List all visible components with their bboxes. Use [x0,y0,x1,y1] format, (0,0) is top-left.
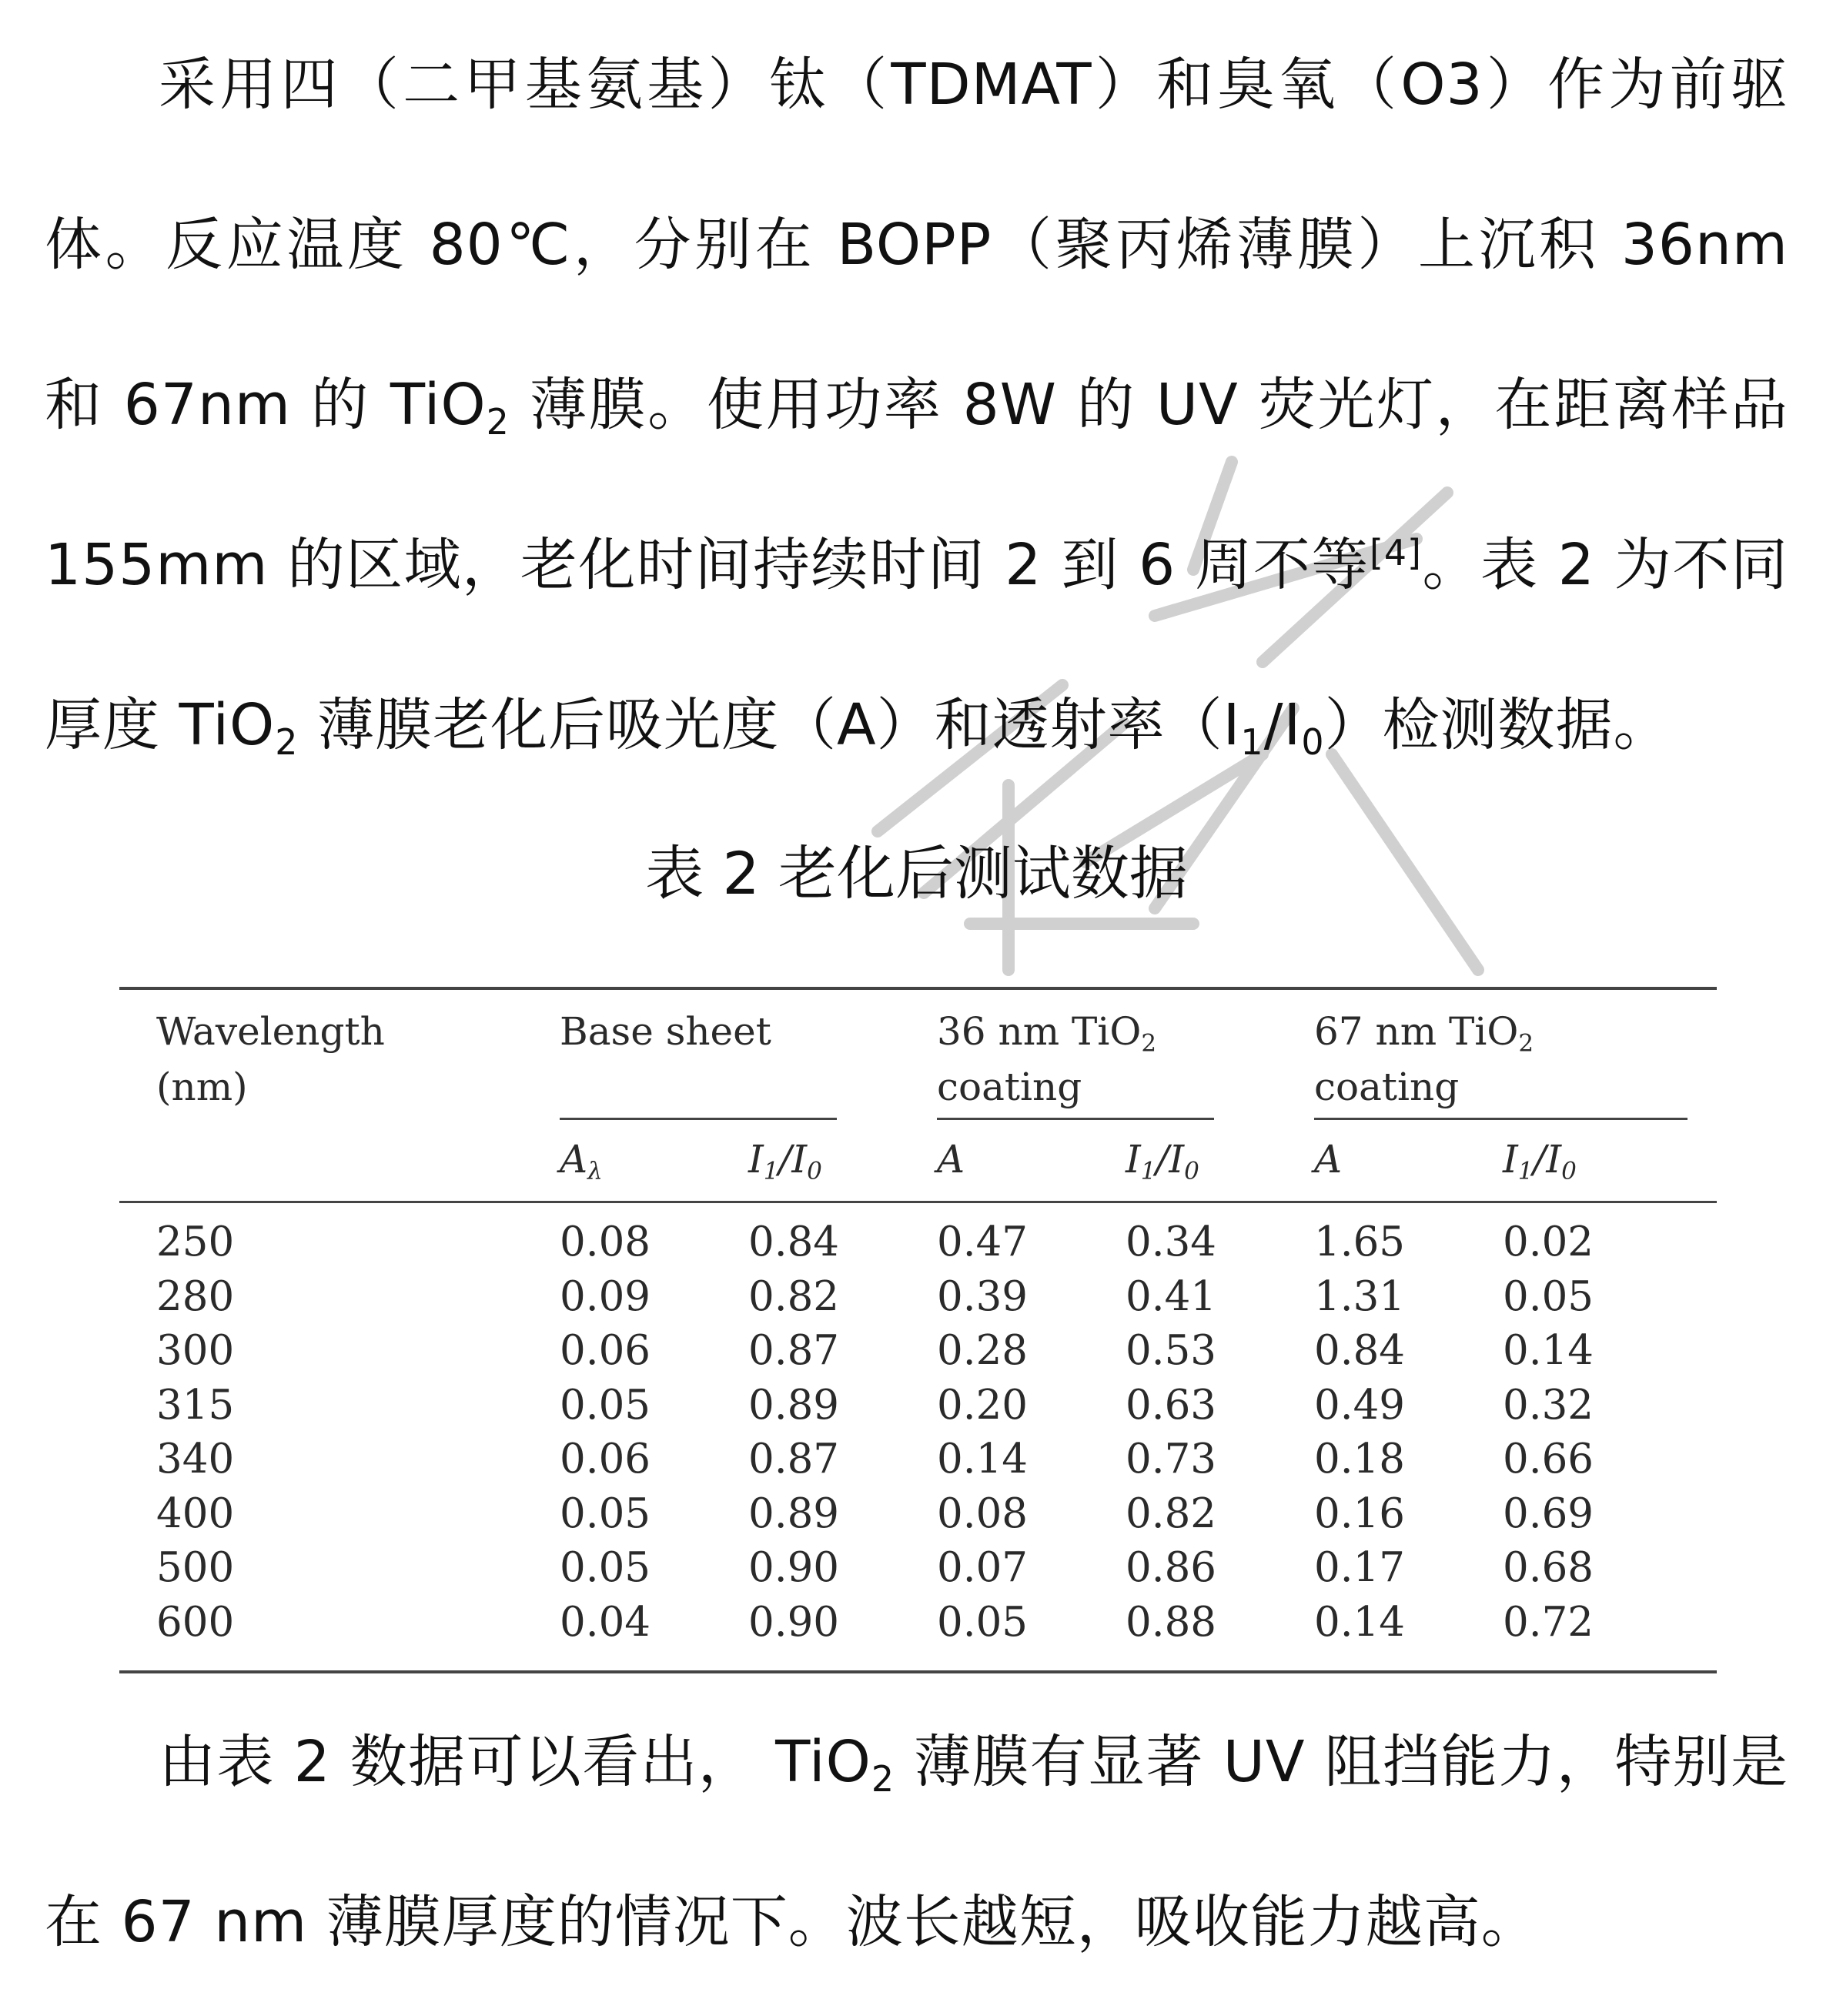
table-bottom-rule [119,1670,1717,1673]
cell-base-t: 0.90 [748,1544,840,1591]
cell-coat36-t: 0.41 [1126,1272,1217,1320]
subheader-a-lambda: $A_\lambda$ [560,1137,603,1185]
cell-wavelength: 340 [156,1436,235,1483]
cell-base-t: 0.87 [748,1436,840,1483]
cell-coat67-a: 0.16 [1314,1489,1406,1537]
cell-coat67-t: 0.02 [1503,1219,1594,1265]
cell-coat36-t: 0.34 [1126,1219,1217,1265]
header-67nm: 67 nm TiO$_2$ coating [1314,1009,1534,1109]
group-rule-base [560,1118,837,1120]
cell-wavelength: 600 [156,1598,235,1646]
cell-base-a: 0.06 [560,1436,651,1483]
cell-coat36-a: 0.20 [937,1381,1029,1429]
cell-base-t: 0.89 [748,1489,840,1537]
cell-coat67-a: 0.49 [1314,1381,1406,1429]
cell-coat36-t: 0.53 [1126,1327,1217,1374]
subheader-a-36: A [937,1137,965,1182]
cell-base-t: 0.89 [748,1381,840,1429]
cell-base-a: 0.06 [560,1327,651,1374]
cell-wavelength: 315 [156,1381,235,1429]
cell-coat36-a: 0.14 [937,1436,1029,1483]
cell-coat36-a: 0.08 [937,1489,1029,1537]
table-row [119,1433,1717,1486]
cell-coat67-t: 0.72 [1503,1598,1594,1646]
cell-base-a: 0.05 [560,1544,651,1591]
subheader-a-67: A [1314,1137,1343,1182]
group-rule-36nm [937,1118,1214,1120]
cell-wavelength: 250 [156,1219,235,1265]
cell-wavelength: 500 [156,1544,235,1591]
cell-coat67-t: 0.05 [1503,1272,1594,1320]
cell-coat36-t: 0.82 [1126,1489,1217,1537]
subheader-i1-i0-36: $I_1/I_0$ [1126,1137,1199,1185]
table-row [119,1324,1717,1378]
group-rule-67nm [1314,1118,1687,1120]
cell-coat36-t: 0.88 [1126,1598,1217,1646]
cell-coat36-a: 0.47 [937,1219,1029,1265]
cell-coat67-a: 0.14 [1314,1598,1406,1646]
cell-wavelength: 300 [156,1327,235,1374]
table-row [119,1596,1717,1650]
cell-base-t: 0.87 [748,1327,840,1374]
cell-base-t: 0.84 [748,1219,840,1265]
cell-coat36-a: 0.28 [937,1327,1029,1374]
table-row [119,1541,1717,1595]
table-top-rule [119,987,1717,990]
header-wavelength: Wavelength (nm) [156,1009,385,1109]
cell-base-a: 0.05 [560,1489,651,1537]
cell-base-t: 0.82 [748,1272,840,1320]
cell-base-a: 0.05 [560,1381,651,1429]
cell-coat67-t: 0.32 [1503,1381,1594,1429]
cell-wavelength: 400 [156,1489,235,1537]
intro-paragraph: 采用四（二甲基氨基）钛（TDMAT）和臭氧（O3）作为前驱体。反应温度 80℃，分别在 BOPP（聚丙烯薄膜）上沉积 36nm 和 67nm 的 TiO$_2$ 薄膜。使用功率 8W 的 UV 荧光灯，在距离样品 155mm 的区域，老化时间持续时间 2 到 6 周不等[4]。表 2 为不同厚度 TiO$_2$ 薄膜老化后吸光度（A）和透射率$(I_1/I_0)$检测数据。 [45,52,1788,763]
cell-coat36-a: 0.07 [937,1544,1029,1591]
cell-coat36-a: 0.39 [937,1272,1029,1320]
table-row [119,1215,1717,1269]
cell-coat36-t: 0.86 [1126,1544,1217,1591]
table-row [119,1270,1717,1324]
cell-wavelength: 280 [156,1272,235,1320]
subheader-i1-i0-67: $I_1/I_0$ [1503,1137,1577,1185]
citation-ref: [4] [1369,531,1422,573]
cell-coat36-t: 0.73 [1126,1436,1217,1483]
cell-base-a: 0.04 [560,1598,651,1646]
header-base-sheet: Base sheet [560,1009,771,1054]
cell-coat67-t: 0.66 [1503,1436,1594,1483]
cell-coat67-a: 1.65 [1314,1219,1406,1265]
cell-coat67-t: 0.69 [1503,1489,1594,1537]
table-row [119,1379,1717,1433]
cell-base-a: 0.08 [560,1219,651,1265]
table-row [119,1487,1717,1541]
cell-coat67-a: 1.31 [1314,1272,1406,1320]
cell-coat67-a: 0.18 [1314,1436,1406,1483]
cell-coat67-t: 0.68 [1503,1544,1594,1591]
table-caption: 表 2 老化后测试数据 [645,839,1188,908]
cell-coat36-a: 0.05 [937,1598,1029,1646]
cell-coat67-a: 0.84 [1314,1327,1406,1374]
table-header-rule [119,1201,1717,1203]
cell-base-a: 0.09 [560,1272,651,1320]
conclusion-paragraph: 由表 2 数据可以看出， TiO$_2$ 薄膜有显著 UV 阻挡能力，特别是在 67 nm 薄膜厚度的情况下。波长越短，吸收能力越高。 [45,1729,1788,1955]
cell-base-t: 0.90 [748,1598,840,1646]
cell-coat67-a: 0.17 [1314,1544,1406,1591]
cell-coat36-t: 0.63 [1126,1381,1217,1429]
header-36nm: 36 nm TiO$_2$ coating [937,1009,1157,1109]
subheader-i1-i0: $I_1/I_0$ [748,1137,822,1185]
cell-coat67-t: 0.14 [1503,1327,1594,1374]
